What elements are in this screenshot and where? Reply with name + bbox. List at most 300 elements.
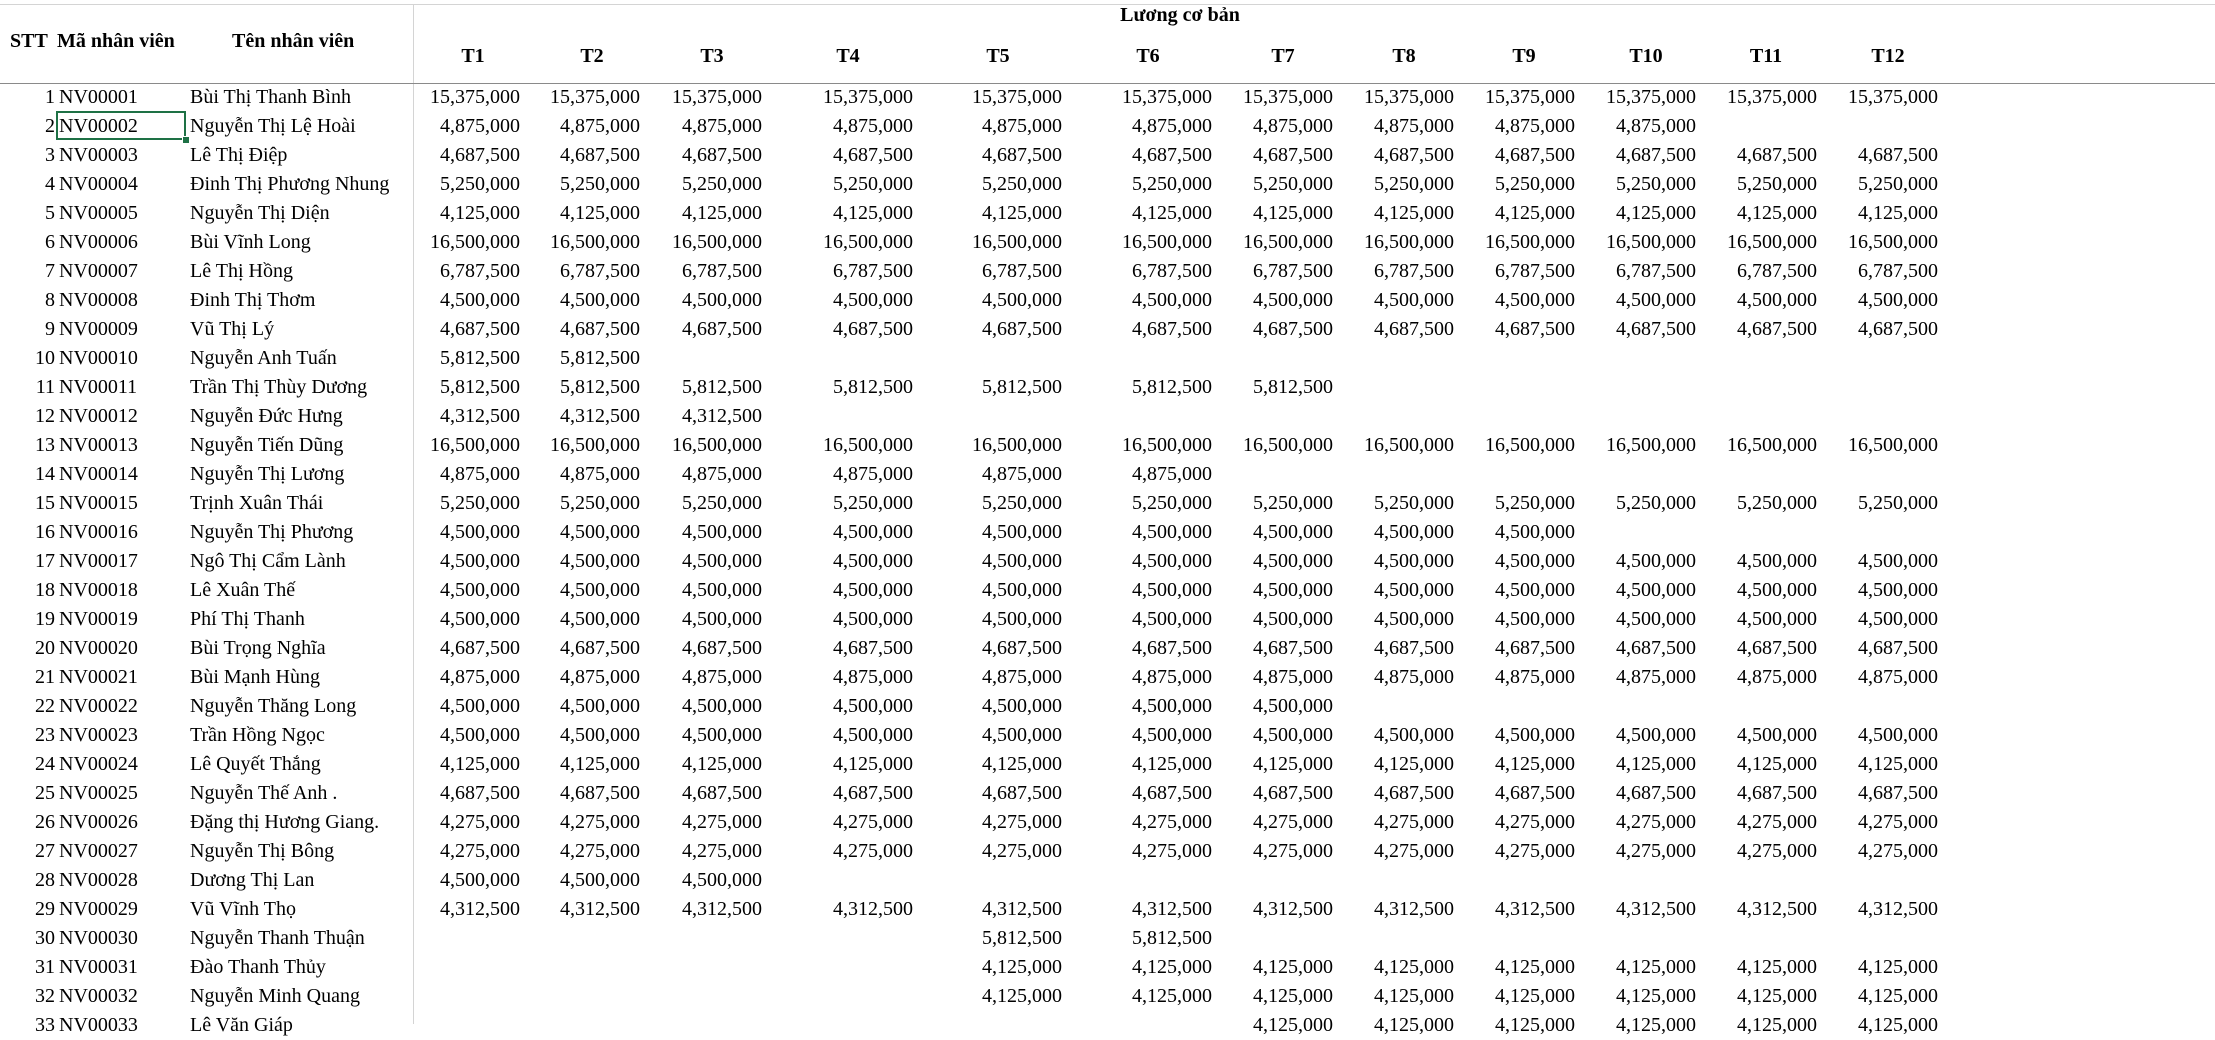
cell-salary-t8[interactable]: 6,787,500 xyxy=(1374,260,1454,282)
cell-stt[interactable]: 11 xyxy=(35,376,55,398)
cell-employee-name[interactable]: Bùi Vĩnh Long xyxy=(190,231,311,253)
cell-salary-t12[interactable]: 4,125,000 xyxy=(1858,202,1938,224)
cell-salary-t12[interactable]: 4,500,000 xyxy=(1858,550,1938,572)
cell-salary-t4[interactable]: 4,687,500 xyxy=(833,318,913,340)
cell-salary-t2[interactable]: 4,500,000 xyxy=(560,579,640,601)
cell-salary-t12[interactable]: 4,500,000 xyxy=(1858,579,1938,601)
cell-salary-t9[interactable]: 4,500,000 xyxy=(1495,579,1575,601)
cell-stt[interactable]: 31 xyxy=(35,956,55,978)
cell-salary-t3[interactable]: 4,275,000 xyxy=(682,811,762,833)
cell-employee-code[interactable]: NV00027 xyxy=(59,840,138,862)
cell-salary-t3[interactable]: 4,500,000 xyxy=(682,724,762,746)
cell-stt[interactable]: 12 xyxy=(35,405,55,427)
cell-salary-t4[interactable]: 4,687,500 xyxy=(833,637,913,659)
cell-salary-t11[interactable]: 4,275,000 xyxy=(1737,840,1817,862)
cell-employee-name[interactable]: Trần Hồng Ngọc xyxy=(190,724,325,746)
cell-salary-t5[interactable]: 4,125,000 xyxy=(982,202,1062,224)
cell-salary-t9[interactable]: 4,500,000 xyxy=(1495,521,1575,543)
cell-salary-t5[interactable]: 4,125,000 xyxy=(982,956,1062,978)
cell-salary-t12[interactable]: 4,312,500 xyxy=(1858,898,1938,920)
cell-salary-t11[interactable]: 4,500,000 xyxy=(1737,608,1817,630)
header-month-2[interactable]: T2 xyxy=(580,45,604,67)
cell-salary-t7[interactable]: 4,687,500 xyxy=(1253,318,1333,340)
cell-salary-t8[interactable]: 4,125,000 xyxy=(1374,956,1454,978)
cell-salary-t10[interactable]: 4,500,000 xyxy=(1616,724,1696,746)
cell-salary-t5[interactable]: 4,875,000 xyxy=(982,463,1062,485)
cell-salary-t8[interactable]: 4,687,500 xyxy=(1374,637,1454,659)
cell-salary-t6[interactable]: 4,875,000 xyxy=(1132,666,1212,688)
cell-salary-t3[interactable]: 4,875,000 xyxy=(682,463,762,485)
cell-employee-name[interactable]: Đinh Thị Thơm xyxy=(190,289,316,311)
cell-stt[interactable]: 17 xyxy=(35,550,55,572)
cell-salary-t12[interactable]: 16,500,000 xyxy=(1848,434,1938,456)
cell-salary-t8[interactable]: 5,250,000 xyxy=(1374,492,1454,514)
cell-salary-t3[interactable]: 5,812,500 xyxy=(682,376,762,398)
cell-salary-t6[interactable]: 4,125,000 xyxy=(1132,956,1212,978)
cell-salary-t2[interactable]: 4,125,000 xyxy=(560,202,640,224)
cell-salary-t2[interactable]: 4,500,000 xyxy=(560,724,640,746)
cell-employee-code[interactable]: NV00033 xyxy=(59,1014,138,1036)
cell-salary-t4[interactable]: 4,275,000 xyxy=(833,811,913,833)
cell-employee-name[interactable]: Lê Xuân Thế xyxy=(190,579,296,601)
cell-salary-t9[interactable]: 4,500,000 xyxy=(1495,724,1575,746)
cell-salary-t10[interactable]: 4,312,500 xyxy=(1616,898,1696,920)
cell-salary-t6[interactable]: 4,500,000 xyxy=(1132,289,1212,311)
cell-salary-t5[interactable]: 16,500,000 xyxy=(972,434,1062,456)
cell-salary-t3[interactable]: 6,787,500 xyxy=(682,260,762,282)
cell-salary-t7[interactable]: 4,875,000 xyxy=(1253,115,1333,137)
cell-salary-t9[interactable]: 4,687,500 xyxy=(1495,637,1575,659)
cell-stt[interactable]: 9 xyxy=(45,318,55,340)
cell-salary-t9[interactable]: 15,375,000 xyxy=(1485,86,1575,108)
cell-salary-t5[interactable]: 15,375,000 xyxy=(972,86,1062,108)
cell-salary-t11[interactable]: 4,500,000 xyxy=(1737,550,1817,572)
cell-salary-t4[interactable]: 4,875,000 xyxy=(833,115,913,137)
cell-stt[interactable]: 8 xyxy=(45,289,55,311)
cell-salary-t6[interactable]: 5,812,500 xyxy=(1132,927,1212,949)
cell-employee-code[interactable]: NV00029 xyxy=(59,898,138,920)
cell-salary-t1[interactable]: 4,500,000 xyxy=(440,521,520,543)
cell-salary-t4[interactable]: 4,500,000 xyxy=(833,289,913,311)
cell-employee-code[interactable]: NV00004 xyxy=(59,173,138,195)
cell-salary-t3[interactable]: 15,375,000 xyxy=(672,86,762,108)
cell-salary-t6[interactable]: 4,125,000 xyxy=(1132,753,1212,775)
cell-salary-t10[interactable]: 4,500,000 xyxy=(1616,289,1696,311)
cell-employee-code[interactable]: NV00003 xyxy=(59,144,138,166)
cell-employee-name[interactable]: Đinh Thị Phương Nhung xyxy=(190,173,390,195)
cell-salary-t3[interactable]: 4,875,000 xyxy=(682,115,762,137)
cell-salary-t3[interactable]: 4,500,000 xyxy=(682,521,762,543)
cell-salary-t7[interactable]: 4,687,500 xyxy=(1253,782,1333,804)
cell-salary-t2[interactable]: 5,250,000 xyxy=(560,492,640,514)
cell-salary-t10[interactable]: 16,500,000 xyxy=(1606,434,1696,456)
cell-salary-t2[interactable]: 4,875,000 xyxy=(560,115,640,137)
cell-employee-code[interactable]: NV00002 xyxy=(59,115,138,137)
cell-salary-t9[interactable]: 4,275,000 xyxy=(1495,811,1575,833)
cell-salary-t2[interactable]: 4,500,000 xyxy=(560,550,640,572)
cell-salary-t4[interactable]: 6,787,500 xyxy=(833,260,913,282)
cell-employee-code[interactable]: NV00026 xyxy=(59,811,138,833)
cell-salary-t2[interactable]: 15,375,000 xyxy=(550,86,640,108)
cell-employee-name[interactable]: Bùi Mạnh Hùng xyxy=(190,666,320,688)
cell-salary-t12[interactable]: 6,787,500 xyxy=(1858,260,1938,282)
cell-salary-t9[interactable]: 4,125,000 xyxy=(1495,1014,1575,1036)
cell-salary-t9[interactable]: 4,875,000 xyxy=(1495,666,1575,688)
cell-salary-t11[interactable]: 16,500,000 xyxy=(1727,434,1817,456)
cell-salary-t12[interactable]: 5,250,000 xyxy=(1858,492,1938,514)
cell-salary-t12[interactable]: 4,875,000 xyxy=(1858,666,1938,688)
cell-salary-t10[interactable]: 4,125,000 xyxy=(1616,202,1696,224)
cell-salary-t10[interactable]: 4,125,000 xyxy=(1616,956,1696,978)
cell-salary-t12[interactable]: 16,500,000 xyxy=(1848,231,1938,253)
cell-salary-t3[interactable]: 4,875,000 xyxy=(682,666,762,688)
cell-salary-t5[interactable]: 4,875,000 xyxy=(982,666,1062,688)
cell-salary-t5[interactable]: 5,812,500 xyxy=(982,376,1062,398)
cell-salary-t2[interactable]: 4,500,000 xyxy=(560,869,640,891)
cell-salary-t7[interactable]: 5,250,000 xyxy=(1253,173,1333,195)
cell-salary-t1[interactable]: 5,250,000 xyxy=(440,492,520,514)
cell-salary-t12[interactable]: 5,250,000 xyxy=(1858,173,1938,195)
cell-salary-t3[interactable]: 4,687,500 xyxy=(682,318,762,340)
cell-salary-t1[interactable]: 4,500,000 xyxy=(440,695,520,717)
cell-salary-t8[interactable]: 4,125,000 xyxy=(1374,985,1454,1007)
cell-employee-name[interactable]: Trần Thị Thùy Dương xyxy=(190,376,368,398)
cell-stt[interactable]: 29 xyxy=(35,898,55,920)
cell-employee-code[interactable]: NV00017 xyxy=(59,550,138,572)
cell-salary-t12[interactable]: 15,375,000 xyxy=(1848,86,1938,108)
cell-salary-t10[interactable]: 16,500,000 xyxy=(1606,231,1696,253)
cell-salary-t4[interactable]: 4,500,000 xyxy=(833,608,913,630)
cell-salary-t12[interactable]: 4,500,000 xyxy=(1858,289,1938,311)
cell-salary-t4[interactable]: 4,500,000 xyxy=(833,724,913,746)
cell-salary-t1[interactable]: 4,500,000 xyxy=(440,724,520,746)
fill-handle[interactable] xyxy=(182,136,190,144)
cell-salary-t3[interactable]: 4,500,000 xyxy=(682,608,762,630)
cell-salary-t6[interactable]: 15,375,000 xyxy=(1122,86,1212,108)
cell-salary-t8[interactable]: 5,250,000 xyxy=(1374,173,1454,195)
cell-salary-t2[interactable]: 6,787,500 xyxy=(560,260,640,282)
cell-salary-t1[interactable]: 4,500,000 xyxy=(440,579,520,601)
cell-salary-t3[interactable]: 4,125,000 xyxy=(682,753,762,775)
cell-salary-t8[interactable]: 4,687,500 xyxy=(1374,144,1454,166)
cell-salary-t12[interactable]: 4,687,500 xyxy=(1858,144,1938,166)
cell-salary-t9[interactable]: 6,787,500 xyxy=(1495,260,1575,282)
cell-salary-t4[interactable]: 16,500,000 xyxy=(823,231,913,253)
cell-employee-name[interactable]: Nguyễn Thị Lương xyxy=(190,463,345,485)
cell-salary-t2[interactable]: 4,500,000 xyxy=(560,289,640,311)
header-month-8[interactable]: T8 xyxy=(1392,45,1416,67)
cell-salary-t2[interactable]: 5,250,000 xyxy=(560,173,640,195)
cell-stt[interactable]: 28 xyxy=(35,869,55,891)
cell-employee-name[interactable]: Nguyễn Đức Hưng xyxy=(190,405,343,427)
cell-employee-code[interactable]: NV00032 xyxy=(59,985,138,1007)
cell-salary-t10[interactable]: 4,275,000 xyxy=(1616,811,1696,833)
cell-employee-code[interactable]: NV00020 xyxy=(59,637,138,659)
cell-salary-t7[interactable]: 4,500,000 xyxy=(1253,289,1333,311)
cell-stt[interactable]: 3 xyxy=(45,144,55,166)
cell-salary-t5[interactable]: 4,500,000 xyxy=(982,695,1062,717)
cell-salary-t5[interactable]: 4,687,500 xyxy=(982,144,1062,166)
cell-salary-t5[interactable]: 4,125,000 xyxy=(982,753,1062,775)
cell-salary-t11[interactable]: 15,375,000 xyxy=(1727,86,1817,108)
cell-salary-t3[interactable]: 16,500,000 xyxy=(672,231,762,253)
cell-stt[interactable]: 20 xyxy=(35,637,55,659)
cell-salary-t8[interactable]: 4,275,000 xyxy=(1374,840,1454,862)
cell-employee-name[interactable]: Bùi Trọng Nghĩa xyxy=(190,637,326,659)
cell-salary-t11[interactable]: 4,125,000 xyxy=(1737,985,1817,1007)
cell-salary-t1[interactable]: 16,500,000 xyxy=(430,231,520,253)
cell-salary-t2[interactable]: 4,500,000 xyxy=(560,695,640,717)
cell-stt[interactable]: 25 xyxy=(35,782,55,804)
cell-salary-t1[interactable]: 4,687,500 xyxy=(440,318,520,340)
cell-employee-name[interactable]: Bùi Thị Thanh Bình xyxy=(190,86,351,108)
cell-employee-name[interactable]: Lê Thị Điệp xyxy=(190,144,288,166)
cell-salary-t7[interactable]: 4,500,000 xyxy=(1253,608,1333,630)
cell-stt[interactable]: 5 xyxy=(45,202,55,224)
header-month-6[interactable]: T6 xyxy=(1136,45,1160,67)
header-employee-code[interactable]: Mã nhân viên xyxy=(57,30,175,52)
cell-salary-t5[interactable]: 4,275,000 xyxy=(982,811,1062,833)
cell-employee-code[interactable]: NV00028 xyxy=(59,869,138,891)
cell-salary-t1[interactable]: 4,500,000 xyxy=(440,550,520,572)
cell-salary-t6[interactable]: 4,875,000 xyxy=(1132,115,1212,137)
cell-stt[interactable]: 27 xyxy=(35,840,55,862)
cell-employee-name[interactable]: Đặng thị Hương Giang. xyxy=(190,811,380,833)
cell-salary-t11[interactable]: 6,787,500 xyxy=(1737,260,1817,282)
cell-salary-t4[interactable]: 4,312,500 xyxy=(833,898,913,920)
cell-salary-t7[interactable]: 16,500,000 xyxy=(1243,231,1333,253)
cell-salary-t11[interactable]: 4,125,000 xyxy=(1737,956,1817,978)
cell-salary-t8[interactable]: 16,500,000 xyxy=(1364,231,1454,253)
cell-salary-t9[interactable]: 5,250,000 xyxy=(1495,173,1575,195)
cell-salary-t12[interactable]: 4,125,000 xyxy=(1858,956,1938,978)
cell-salary-t11[interactable]: 4,125,000 xyxy=(1737,753,1817,775)
cell-salary-t7[interactable]: 4,125,000 xyxy=(1253,985,1333,1007)
cell-salary-t1[interactable]: 4,500,000 xyxy=(440,289,520,311)
cell-salary-t3[interactable]: 4,687,500 xyxy=(682,637,762,659)
cell-salary-t7[interactable]: 4,125,000 xyxy=(1253,1014,1333,1036)
cell-salary-t11[interactable]: 5,250,000 xyxy=(1737,492,1817,514)
cell-salary-t1[interactable]: 4,875,000 xyxy=(440,115,520,137)
cell-salary-t3[interactable]: 4,275,000 xyxy=(682,840,762,862)
cell-salary-t1[interactable]: 4,687,500 xyxy=(440,637,520,659)
cell-stt[interactable]: 13 xyxy=(35,434,55,456)
cell-salary-t10[interactable]: 5,250,000 xyxy=(1616,173,1696,195)
cell-employee-code[interactable]: NV00021 xyxy=(59,666,138,688)
cell-salary-t6[interactable]: 4,687,500 xyxy=(1132,144,1212,166)
cell-salary-t8[interactable]: 4,312,500 xyxy=(1374,898,1454,920)
cell-salary-t6[interactable]: 4,500,000 xyxy=(1132,724,1212,746)
cell-employee-name[interactable]: Đào Thanh Thủy xyxy=(190,956,326,978)
cell-salary-t7[interactable]: 4,500,000 xyxy=(1253,521,1333,543)
cell-salary-t2[interactable]: 4,687,500 xyxy=(560,318,640,340)
cell-salary-t4[interactable]: 5,250,000 xyxy=(833,492,913,514)
cell-stt[interactable]: 19 xyxy=(35,608,55,630)
cell-salary-t1[interactable]: 4,687,500 xyxy=(440,144,520,166)
cell-salary-t6[interactable]: 16,500,000 xyxy=(1122,434,1212,456)
cell-salary-t1[interactable]: 4,875,000 xyxy=(440,666,520,688)
cell-stt[interactable]: 15 xyxy=(35,492,55,514)
cell-employee-code[interactable]: NV00024 xyxy=(59,753,138,775)
cell-salary-t11[interactable]: 4,500,000 xyxy=(1737,579,1817,601)
cell-salary-t8[interactable]: 4,875,000 xyxy=(1374,666,1454,688)
cell-salary-t1[interactable]: 4,687,500 xyxy=(440,782,520,804)
cell-salary-t3[interactable]: 4,500,000 xyxy=(682,695,762,717)
cell-salary-t2[interactable]: 4,312,500 xyxy=(560,405,640,427)
cell-employee-code[interactable]: NV00008 xyxy=(59,289,138,311)
cell-salary-t1[interactable]: 4,275,000 xyxy=(440,811,520,833)
cell-salary-t9[interactable]: 4,312,500 xyxy=(1495,898,1575,920)
cell-salary-t6[interactable]: 4,500,000 xyxy=(1132,550,1212,572)
cell-salary-t10[interactable]: 5,250,000 xyxy=(1616,492,1696,514)
cell-salary-t11[interactable]: 4,500,000 xyxy=(1737,724,1817,746)
cell-salary-t2[interactable]: 4,687,500 xyxy=(560,637,640,659)
cell-employee-code[interactable]: NV00022 xyxy=(59,695,138,717)
cell-employee-name[interactable]: Nguyễn Thị Lệ Hoài xyxy=(190,115,356,137)
cell-salary-t4[interactable]: 4,125,000 xyxy=(833,753,913,775)
cell-salary-t6[interactable]: 4,687,500 xyxy=(1132,637,1212,659)
cell-salary-t8[interactable]: 4,125,000 xyxy=(1374,753,1454,775)
cell-salary-t4[interactable]: 4,687,500 xyxy=(833,782,913,804)
cell-stt[interactable]: 26 xyxy=(35,811,55,833)
cell-employee-code[interactable]: NV00016 xyxy=(59,521,138,543)
cell-salary-t11[interactable]: 4,687,500 xyxy=(1737,782,1817,804)
cell-salary-t8[interactable]: 4,500,000 xyxy=(1374,289,1454,311)
cell-salary-t7[interactable]: 4,687,500 xyxy=(1253,637,1333,659)
cell-salary-t9[interactable]: 4,687,500 xyxy=(1495,318,1575,340)
cell-salary-t3[interactable]: 4,500,000 xyxy=(682,289,762,311)
cell-salary-t10[interactable]: 15,375,000 xyxy=(1606,86,1696,108)
cell-salary-t12[interactable]: 4,687,500 xyxy=(1858,318,1938,340)
cell-stt[interactable]: 33 xyxy=(35,1014,55,1036)
cell-stt[interactable]: 10 xyxy=(35,347,55,369)
header-month-3[interactable]: T3 xyxy=(700,45,724,67)
cell-salary-t5[interactable]: 4,125,000 xyxy=(982,985,1062,1007)
cell-salary-t1[interactable]: 4,275,000 xyxy=(440,840,520,862)
cell-salary-t9[interactable]: 4,875,000 xyxy=(1495,115,1575,137)
cell-salary-t7[interactable]: 4,275,000 xyxy=(1253,840,1333,862)
cell-salary-t2[interactable]: 16,500,000 xyxy=(550,434,640,456)
cell-salary-t12[interactable]: 4,275,000 xyxy=(1858,811,1938,833)
cell-stt[interactable]: 14 xyxy=(35,463,55,485)
header-month-5[interactable]: T5 xyxy=(986,45,1010,67)
cell-salary-t1[interactable]: 16,500,000 xyxy=(430,434,520,456)
cell-salary-t6[interactable]: 16,500,000 xyxy=(1122,231,1212,253)
cell-salary-t10[interactable]: 4,687,500 xyxy=(1616,318,1696,340)
cell-salary-t2[interactable]: 4,687,500 xyxy=(560,782,640,804)
cell-salary-t7[interactable]: 4,312,500 xyxy=(1253,898,1333,920)
cell-employee-name[interactable]: Trịnh Xuân Thái xyxy=(190,492,324,514)
cell-stt[interactable]: 24 xyxy=(35,753,55,775)
cell-salary-t8[interactable]: 4,687,500 xyxy=(1374,782,1454,804)
cell-employee-code[interactable]: NV00005 xyxy=(59,202,138,224)
cell-salary-t2[interactable]: 5,812,500 xyxy=(560,347,640,369)
cell-salary-t9[interactable]: 4,500,000 xyxy=(1495,550,1575,572)
cell-salary-t5[interactable]: 4,500,000 xyxy=(982,289,1062,311)
cell-stt[interactable]: 21 xyxy=(35,666,55,688)
cell-salary-t3[interactable]: 4,125,000 xyxy=(682,202,762,224)
cell-stt[interactable]: 6 xyxy=(45,231,55,253)
cell-employee-name[interactable]: Nguyễn Minh Quang xyxy=(190,985,360,1007)
cell-salary-t8[interactable]: 4,275,000 xyxy=(1374,811,1454,833)
cell-salary-t8[interactable]: 4,500,000 xyxy=(1374,550,1454,572)
cell-salary-t12[interactable]: 4,125,000 xyxy=(1858,753,1938,775)
cell-salary-t5[interactable]: 5,812,500 xyxy=(982,927,1062,949)
cell-employee-name[interactable]: Dương Thị Lan xyxy=(190,869,315,891)
cell-salary-t11[interactable]: 4,687,500 xyxy=(1737,144,1817,166)
cell-salary-t6[interactable]: 5,250,000 xyxy=(1132,492,1212,514)
cell-salary-t4[interactable]: 4,500,000 xyxy=(833,579,913,601)
cell-employee-code[interactable]: NV00009 xyxy=(59,318,138,340)
cell-salary-t3[interactable]: 5,250,000 xyxy=(682,492,762,514)
cell-salary-t1[interactable]: 4,125,000 xyxy=(440,202,520,224)
cell-salary-t9[interactable]: 4,500,000 xyxy=(1495,289,1575,311)
cell-salary-t7[interactable]: 4,125,000 xyxy=(1253,753,1333,775)
cell-employee-code[interactable]: NV00014 xyxy=(59,463,138,485)
cell-employee-code[interactable]: NV00012 xyxy=(59,405,138,427)
cell-employee-name[interactable]: Lê Quyết Thắng xyxy=(190,753,321,775)
cell-salary-t7[interactable]: 4,125,000 xyxy=(1253,956,1333,978)
cell-employee-code[interactable]: NV00007 xyxy=(59,260,138,282)
cell-salary-t10[interactable]: 4,875,000 xyxy=(1616,666,1696,688)
cell-stt[interactable]: 16 xyxy=(35,521,55,543)
cell-stt[interactable]: 18 xyxy=(35,579,55,601)
cell-salary-t12[interactable]: 4,687,500 xyxy=(1858,782,1938,804)
cell-salary-t8[interactable]: 4,687,500 xyxy=(1374,318,1454,340)
cell-salary-t1[interactable]: 15,375,000 xyxy=(430,86,520,108)
cell-salary-t7[interactable]: 5,250,000 xyxy=(1253,492,1333,514)
cell-salary-t5[interactable]: 5,250,000 xyxy=(982,173,1062,195)
cell-salary-t9[interactable]: 5,250,000 xyxy=(1495,492,1575,514)
cell-salary-t5[interactable]: 4,687,500 xyxy=(982,318,1062,340)
cell-salary-t4[interactable]: 4,500,000 xyxy=(833,521,913,543)
cell-salary-t10[interactable]: 4,125,000 xyxy=(1616,985,1696,1007)
header-month-11[interactable]: T11 xyxy=(1749,45,1783,67)
cell-salary-t10[interactable]: 6,787,500 xyxy=(1616,260,1696,282)
cell-salary-t2[interactable]: 4,312,500 xyxy=(560,898,640,920)
cell-employee-name[interactable]: Lê Thị Hồng xyxy=(190,260,293,282)
cell-salary-t10[interactable]: 4,500,000 xyxy=(1616,608,1696,630)
cell-salary-t9[interactable]: 4,125,000 xyxy=(1495,985,1575,1007)
cell-salary-t11[interactable]: 16,500,000 xyxy=(1727,231,1817,253)
cell-salary-t6[interactable]: 4,312,500 xyxy=(1132,898,1212,920)
selected-cell-border[interactable] xyxy=(56,111,186,140)
cell-salary-t11[interactable]: 4,275,000 xyxy=(1737,811,1817,833)
cell-salary-t10[interactable]: 4,687,500 xyxy=(1616,144,1696,166)
cell-salary-t2[interactable]: 4,687,500 xyxy=(560,144,640,166)
cell-salary-t10[interactable]: 4,500,000 xyxy=(1616,550,1696,572)
cell-salary-t8[interactable]: 4,875,000 xyxy=(1374,115,1454,137)
cell-salary-t11[interactable]: 5,250,000 xyxy=(1737,173,1817,195)
cell-salary-t2[interactable]: 4,125,000 xyxy=(560,753,640,775)
cell-salary-t10[interactable]: 4,875,000 xyxy=(1616,115,1696,137)
cell-salary-t7[interactable]: 4,875,000 xyxy=(1253,666,1333,688)
cell-salary-t4[interactable]: 4,275,000 xyxy=(833,840,913,862)
cell-salary-t5[interactable]: 4,500,000 xyxy=(982,579,1062,601)
cell-employee-code[interactable]: NV00030 xyxy=(59,927,138,949)
header-stt[interactable]: STT xyxy=(10,30,48,52)
cell-employee-code[interactable]: NV00019 xyxy=(59,608,138,630)
cell-salary-t8[interactable]: 4,500,000 xyxy=(1374,579,1454,601)
cell-salary-t6[interactable]: 5,812,500 xyxy=(1132,376,1212,398)
cell-salary-t1[interactable]: 5,812,500 xyxy=(440,347,520,369)
cell-salary-t7[interactable]: 4,500,000 xyxy=(1253,724,1333,746)
header-month-1[interactable]: T1 xyxy=(461,45,485,67)
cell-salary-t6[interactable]: 4,125,000 xyxy=(1132,202,1212,224)
cell-salary-t11[interactable]: 4,125,000 xyxy=(1737,1014,1817,1036)
cell-employee-code[interactable]: NV00031 xyxy=(59,956,138,978)
header-month-10[interactable]: T10 xyxy=(1629,45,1663,67)
